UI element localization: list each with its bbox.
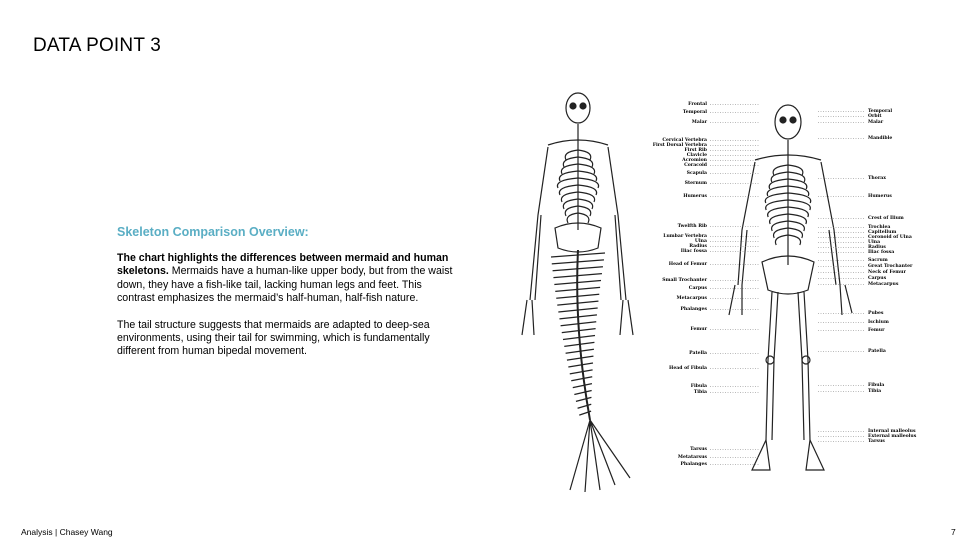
bone-label: Small Trochanter <box>662 278 707 283</box>
bone-label: Fibula <box>690 384 707 389</box>
bone-label: Mandible <box>868 136 893 141</box>
bone-label: Metacarpus <box>868 282 899 287</box>
bone-label: Metatarsus <box>677 455 707 460</box>
bone-label: Tibia <box>868 389 882 394</box>
tail-bone <box>573 384 592 388</box>
bone-label: Internal malleolus <box>868 429 916 434</box>
bone-label: Iliac fossa <box>680 249 707 254</box>
tail-bone <box>568 363 593 367</box>
bone-label: First Rib <box>684 148 707 153</box>
bone-label: Clavicle <box>686 153 707 158</box>
tail-bone <box>576 397 592 401</box>
bone-label: Head of Fibula <box>669 366 707 371</box>
bone-label: Coracoid <box>684 163 707 168</box>
paragraph-1-rest: Mermaids have a human-like upper body, but from the waist down, they have a fish-like tail, lacking human legs and feet. This contrast emphasizes the mermaid’s half-human, half-fish nature. <box>117 265 453 305</box>
paragraph-2: The tail structure suggests that mermaids are adapted to deep-sea environments, using their tail for swimming, which is fundamentally different from human bipedal movement. <box>117 318 430 358</box>
bone-label: Phalanges <box>680 307 707 312</box>
bone-label: Radius <box>868 245 886 250</box>
page-number: 7 <box>951 527 956 537</box>
bone-label: Malar <box>691 120 707 125</box>
bone-label: Patella <box>689 351 707 356</box>
bone-label: Ulna <box>868 240 881 245</box>
slide-title: DATA POINT 3 <box>33 35 162 56</box>
bone-label: Femur <box>690 327 707 332</box>
bone-label: Acromion <box>682 158 707 163</box>
bone-label: Tarsus <box>690 447 707 452</box>
bone-label: Great Trochanter <box>868 264 913 269</box>
bone-label: Humerus <box>868 194 892 199</box>
human-skeleton <box>729 105 852 470</box>
bone-label: First Dorsal Vertebra <box>652 143 707 148</box>
bone-label: Patella <box>868 349 886 354</box>
tail-bone <box>571 377 592 381</box>
bone-label: Crest of Ilium <box>868 216 904 221</box>
bone-label: Malar <box>868 120 884 125</box>
bone-label: Humerus <box>683 194 707 199</box>
bone-label: Metacarpus <box>676 296 707 301</box>
bone-label: Carpus <box>868 276 887 281</box>
bone-label: Radius <box>689 244 707 249</box>
bone-label: Thorax <box>868 176 886 181</box>
footer-text: Analysis | Chasey Wang <box>21 527 113 537</box>
bone-label: Ulna <box>694 239 707 244</box>
bone-label: Sternum <box>684 181 707 186</box>
bone-label: Trochlea <box>868 225 891 230</box>
bone-label: Tarsus <box>868 439 885 444</box>
paragraph-1-bold: The chart highlights the differences between mermaid and human skeletons. <box>117 252 449 278</box>
bone-label: Capitellum <box>868 230 897 235</box>
bone-label: Twelfth Rib <box>677 224 707 229</box>
bone-label: Phalanges <box>680 462 707 467</box>
tail-bone <box>578 404 592 408</box>
bone-label: External malleolus <box>868 434 917 439</box>
bone-label: Head of Femur <box>668 262 707 267</box>
bone-label: Orbit <box>868 114 882 119</box>
bone-label: Temporal <box>682 110 707 115</box>
bone-label: Carpus <box>688 286 707 291</box>
section-subtitle: Skeleton Comparison Overview: <box>117 225 309 239</box>
bone-label: Coronoid of Ulna <box>868 235 912 240</box>
bone-label: Pubes <box>868 311 884 316</box>
bone-label: Sacrum <box>868 258 888 263</box>
bone-label: Cervical Vertebra <box>662 138 707 143</box>
bone-label: Ischium <box>868 320 889 325</box>
bone-label: Scapula <box>686 171 707 176</box>
mermaid-skeleton <box>522 93 633 492</box>
bone-label: Temporal <box>868 109 893 114</box>
tail-bone <box>570 370 593 374</box>
bone-label: Iliac fossa <box>868 250 895 255</box>
tail-bone <box>574 391 591 395</box>
bone-label: Frontal <box>688 102 707 107</box>
bone-label: Lumbar Vertebra <box>663 234 707 239</box>
bone-label: Fibula <box>868 383 885 388</box>
bone-label: Tibia <box>693 390 707 395</box>
bone-label: Femur <box>868 328 885 333</box>
bone-label: Neck of Femur <box>868 270 906 275</box>
